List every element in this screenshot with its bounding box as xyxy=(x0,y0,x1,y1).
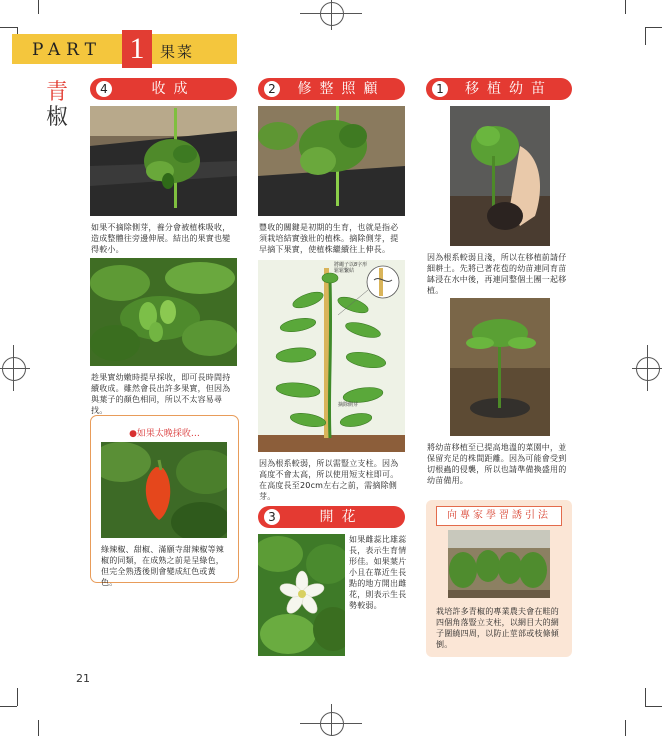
part-number: 1 xyxy=(122,30,152,68)
crop-mark xyxy=(625,720,626,736)
harvest-text-1: 如果不摘除側芽，養分會被植株吸收，造成整體往旁邊伸展。結出的果實也變得較小。 xyxy=(91,223,231,254)
section-title: 移植幼苗 xyxy=(465,81,553,97)
late-harvest-title-text: 如果太晚採收… xyxy=(136,429,200,439)
registration-line xyxy=(13,345,14,391)
diagram-label-tie-line-2: 鬆鬆繫結 xyxy=(334,268,355,274)
crop-mark xyxy=(645,27,662,28)
crop-mark xyxy=(0,706,17,707)
diagram-label-tie-line-1: 將繩子以8字形 xyxy=(334,262,368,268)
section-header-harvest xyxy=(90,78,237,100)
late-harvest-text: 綠辣椒、甜椒、滿願寺甜辣椒等辣椒的同類，在成熟之前是呈綠色，但完全熟透後則會變成紅色或黃色。 xyxy=(101,545,224,587)
registration-mark xyxy=(320,2,344,26)
flower-text: 如果雌蕊比雄蕊長，表示生育情形佳。如果葉片小且在靠近生長點的地方開出雌花，則表示生長勢較弱。 xyxy=(349,535,407,610)
section-number: 3 xyxy=(263,508,281,526)
registration-line xyxy=(331,0,332,30)
transplant-photo-2 xyxy=(450,298,550,436)
registration-line xyxy=(331,704,332,736)
section-title: 開花 xyxy=(319,509,364,525)
diagram-label-tie xyxy=(334,262,394,274)
crop-mark xyxy=(645,688,646,706)
registration-mark xyxy=(2,357,26,381)
harvest-text-2: 趁果實幼嫩時提早採收，即可長時間持續收成。雖然會長出許多果實，但因為與葉子的顏色相同，所以不太容易尋找。 xyxy=(91,373,231,415)
harvest-photo-1 xyxy=(90,106,237,216)
registration-line xyxy=(647,345,648,391)
transplant-photo-1 xyxy=(450,106,550,246)
crop-mark xyxy=(625,0,626,14)
section-number: 2 xyxy=(263,80,281,98)
red-pepper-photo xyxy=(101,442,227,538)
crop-mark xyxy=(38,0,39,14)
section-title: 收成 xyxy=(151,81,196,97)
care-photo xyxy=(258,106,405,216)
late-harvest-title: ●如果太晚採收… xyxy=(129,429,200,439)
registration-mark xyxy=(636,357,660,381)
page-number: 21 xyxy=(76,672,90,685)
category-label: 果菜 xyxy=(160,43,195,61)
part-label: PART xyxy=(32,40,102,60)
section-title: 修整照顧 xyxy=(297,81,386,97)
section-number: 1 xyxy=(431,80,449,98)
vegetable-title-char-1: 青 xyxy=(46,80,69,105)
crop-mark xyxy=(17,688,18,706)
registration-line xyxy=(0,368,30,369)
late-harvest-box xyxy=(90,415,239,587)
flower-photo xyxy=(258,534,345,656)
vegetable-title-char-2: 椒 xyxy=(46,105,69,130)
crop-mark xyxy=(645,27,646,45)
care-text-1: 豐收的關鍵是初期的生育，也就是指必須栽培結實強壯的植株。摘除側芽，提早摘下果實，使植株繼續往上伸長。 xyxy=(259,223,399,254)
section-header-transplant xyxy=(426,78,572,100)
vegetable-title xyxy=(46,80,70,130)
section-header-care xyxy=(258,78,405,100)
crop-mark xyxy=(645,706,662,707)
expert-box xyxy=(426,500,572,657)
registration-mark xyxy=(320,712,344,736)
expert-text: 栽培許多青椒的專業農夫會在畦的四個角落豎立支柱，以網目大的網子圍繞四周，以防止莖部或枝條傾倒。 xyxy=(436,607,559,649)
section-header-flower xyxy=(258,506,405,528)
harvest-photo-2 xyxy=(90,258,237,366)
crop-mark xyxy=(38,720,39,736)
staking-diagram xyxy=(258,260,405,452)
section-number: 4 xyxy=(95,80,113,98)
care-text-2: 因為根系較弱，所以需豎立支柱。因為高度不會太高，所以使用短支柱即可。在高度長至20cm左右之前，需摘除側芽。 xyxy=(259,459,399,501)
expert-photo xyxy=(448,530,550,598)
diagram-label-side-shoot: 摘除側芽 xyxy=(338,402,359,408)
expert-title: 向專家學習誘引法 xyxy=(436,506,562,526)
transplant-text-1: 因為根系較弱且淺，所以在移植前請仔細耕土。先將已著花苞的幼苗連同育苗缽浸在水中後，再連同整個土團一起移植。 xyxy=(427,253,567,295)
transplant-text-2: 將幼苗移植至已提高地溫的菜園中，並保留充足的株間距離。因為可能會受到切根蟲的侵襲，所以也請準備換盛用的幼苗備用。 xyxy=(427,443,567,485)
crop-mark xyxy=(0,27,17,28)
